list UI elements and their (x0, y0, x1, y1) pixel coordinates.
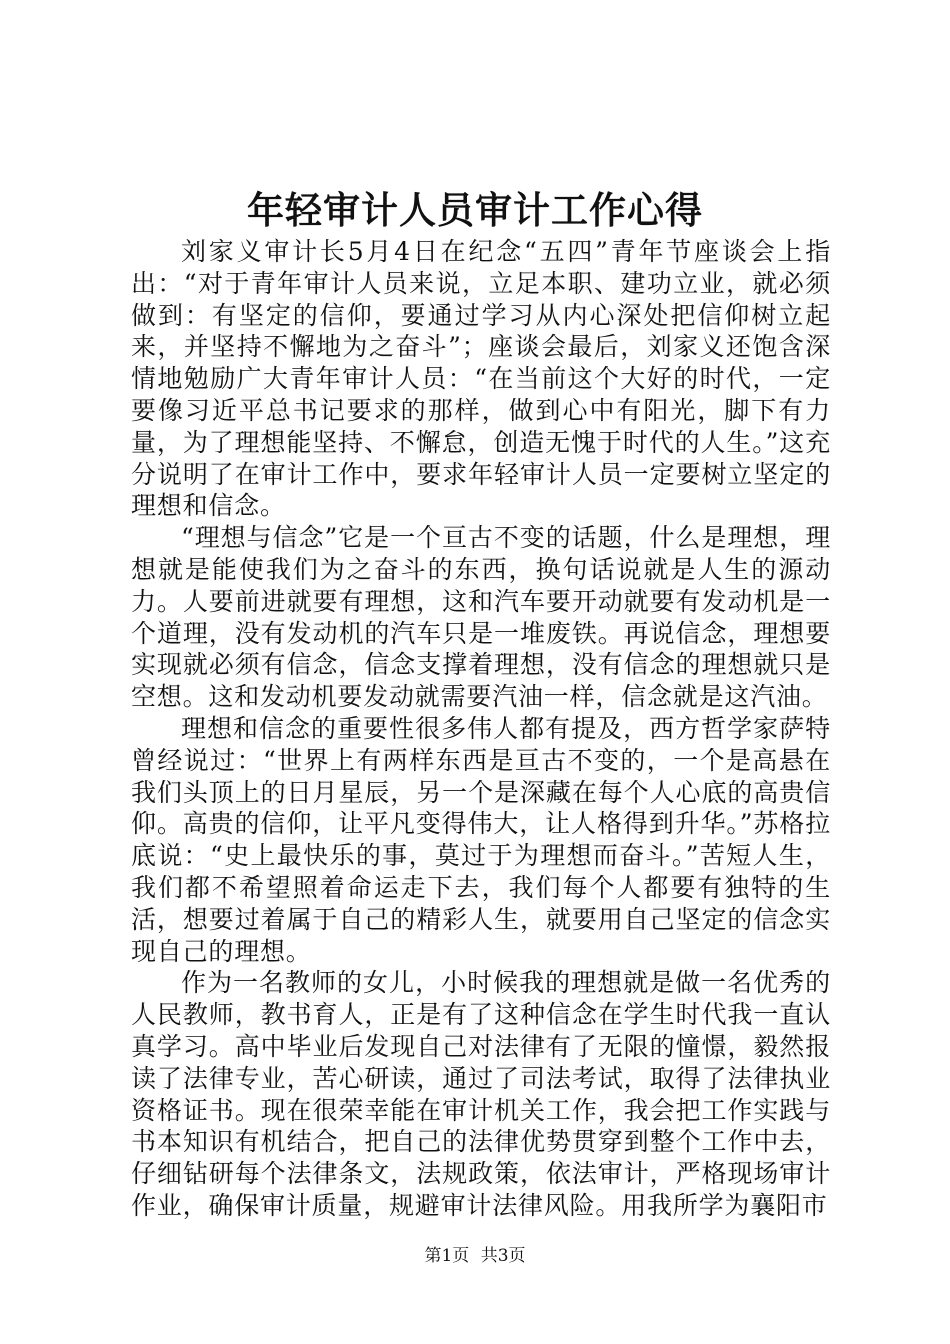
paragraph-1: 刘家义审计长5月4日在纪念“五四”青年节座谈会上指出：“对于青年审计人员来说，立足本职、建功立业，就必须做到：有坚定的信仰，要通过学习从内心深处把信仰树立起来，并坚持不懈地为之奋斗”；座谈会最后，刘家义还饱含深情地勉励广大青年审计人员：“在当前这个大好的时代，一定要像习近平总书记要求的那样，做到心中有阳光，脚下有力量，为了理想能坚持、不懈怠，创造无愧于时代的人生。”这充分说明了在审计工作中，要求年轻审计人员一定要树立坚定的理想和信念。 (131, 237, 831, 521)
paragraph-4: 作为一名教师的女儿，小时候我的理想就是做一名优秀的人民教师，教书育人，正是有了这种信念在学生时代我一直认真学习。高中毕业后发现自己对法律有了无限的憧憬，毅然报读了法律专业，苦心研读，通过了司法考试，取得了法律执业资格证书。现在很荣幸能在审计机关工作，我会把工作实践与书本知识有机结合，把自己的法律优势贯穿到整个工作中去，仔细钻研每个法律条文，法规政策，依法审计，严格现场审计作业，确保审计质量，规避审计法律风险。用我所学为襄阳市 (131, 968, 831, 1220)
paragraph-3: 理想和信念的重要性很多伟人都有提及，西方哲学家萨特曾经说过：“世界上有两样东西是亘古不变的，一个是高悬在我们头顶上的日月星辰，另一个是深藏在每个人心底的高贵信仰。高贵的信仰，让平凡变得伟大，让人格得到升华。”苏格拉底说：“史上最快乐的事，莫过于为理想而奋斗。”苦短人生，我们都不希望照着命运走下去，我们每个人都要有独特的生活，想要过着属于自己的精彩人生，就要用自己坚定的信念实现自己的理想。 (131, 713, 831, 966)
document-body (131, 236, 831, 1222)
page-total: 共3页 (480, 1246, 526, 1266)
paragraph-2: “理想与信念”它是一个亘古不变的话题，什么是理想，理想就是能使我们为之奋斗的东西，换句话说就是人生的源动力。人要前进就要有理想，这和汽车要开动就要有发动机是一个道理，没有发动机的汽车只是一堆废铁。再说信念，理想要实现就必须有信念，信念支撑着理想，没有信念的理想就只是空想。这和发动机要发动就需要汽油一样，信念就是这汽油。 (131, 523, 831, 712)
page-footer (0, 1244, 950, 1268)
page-number: 第1页 (424, 1246, 470, 1266)
document-title: 年轻审计人员审计工作心得 (247, 188, 703, 232)
